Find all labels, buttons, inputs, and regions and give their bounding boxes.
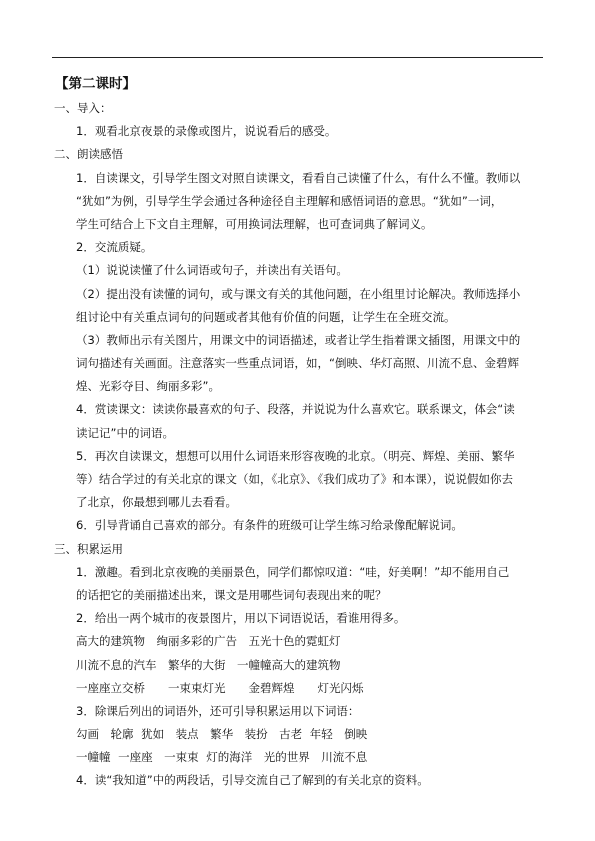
text-line: 1．激趣。看到北京夜晚的美丽景色，同学们都惊叹道：“哇，好美啊！”却不能用自己 <box>76 564 510 579</box>
text-line: 5．再次自读课文，想想可以用什么词语来形容夜晚的北京。（明亮、辉煌、美丽、繁华 <box>76 448 515 463</box>
document-body <box>54 71 542 793</box>
text-line: 一、导入： <box>54 101 112 115</box>
text-line: 一幢幢 一座座 一束束 灯的海洋 光的世界 川流不息 <box>76 750 368 765</box>
text-line: （2）提出没有读懂的词句，或与课文有关的其他问题，在小组里讨论解决。教师选择小 <box>76 286 521 301</box>
text-line: （3）教师出示有关图片，用课文中的词语描述，或者让学生指着课文插图，用课文中的 <box>76 332 521 347</box>
text-line: 2．交流质疑。 <box>76 240 153 255</box>
text-line: 3．除课后列出的词语外，还可引导积累运用以下词语： <box>76 703 360 718</box>
text-line: 二、朗读感悟 <box>54 147 123 162</box>
text-line: 读记记”中的词语。 <box>76 425 174 440</box>
text-line: “犹如”为例，引导学生学会通过各种途径自主理解和感悟词语的意思。“犹如”一词， <box>76 193 503 208</box>
text-line: 川流不息的汽车 繁华的大街 一幢幢高大的建筑物 <box>76 657 341 672</box>
lesson-content <box>54 97 542 793</box>
text-line: 4．赏读课文：读读你最喜欢的句子、段落，并说说为什么喜欢它。联系课文，体会“读 <box>76 402 515 417</box>
text-line: 2．给出一两个城市的夜景图片，用以下词语说话，看谁用得多。 <box>76 611 406 626</box>
text-line: 词句描述有关画面。注意落实一些重点词语，如，“倒映、华灯高照、川流不息、金碧辉 <box>76 356 519 371</box>
text-line: 了北京，你最想到哪儿去看看。 <box>76 495 237 510</box>
text-line: 1．自读课文，引导学生图文对照自读课文，看看自己读懂了什么，有什么不懂。教师以 <box>76 170 521 185</box>
header-rule <box>52 57 543 58</box>
text-line: 的话把它的美丽描述出来，课文是用哪些词句表现出来的呢？ <box>76 587 387 602</box>
text-line: 高大的建筑物 绚丽多彩的广告 五光十色的霓虹灯 <box>76 634 341 649</box>
text-line: 4．读“我知道”中的两段话，引导交流自己了解到的有关北京的资料。 <box>76 773 429 788</box>
text-line: 学生可结合上下文自主理解，可用换词法理解，也可查词典了解词义。 <box>76 216 433 231</box>
text-line: 勾画 轮廓 犹如 装点 繁华 装扮 古老 年轻 倒映 <box>76 727 368 742</box>
text-line: 一座座立交桥 一束束灯光 金碧辉煌 灯光闪烁 <box>76 680 364 695</box>
lesson-title: 【第二课时】 <box>55 76 136 92</box>
text-line: 三、积累运用 <box>54 541 123 556</box>
text-line: 6．引导背诵自己喜欢的部分。有条件的班级可让学生练习给录像配解说词。 <box>76 518 463 533</box>
text-line: 等）结合学过的有关北京的课文（如，《北京》、《我们成功了》和本课），说说假如你去 <box>76 472 513 486</box>
text-line: （1）说说读懂了什么词语或句子，并读出有关语句。 <box>76 263 348 278</box>
text-line: 煌、光彩夺目、绚丽多彩”。 <box>76 379 220 394</box>
text-line: 组讨论中有关重点词句的问题或者其他有价值的问题，让学生在全班交流。 <box>76 309 456 324</box>
text-line: 1．观看北京夜景的录像或图片，说说看后的感受。 <box>76 124 337 139</box>
